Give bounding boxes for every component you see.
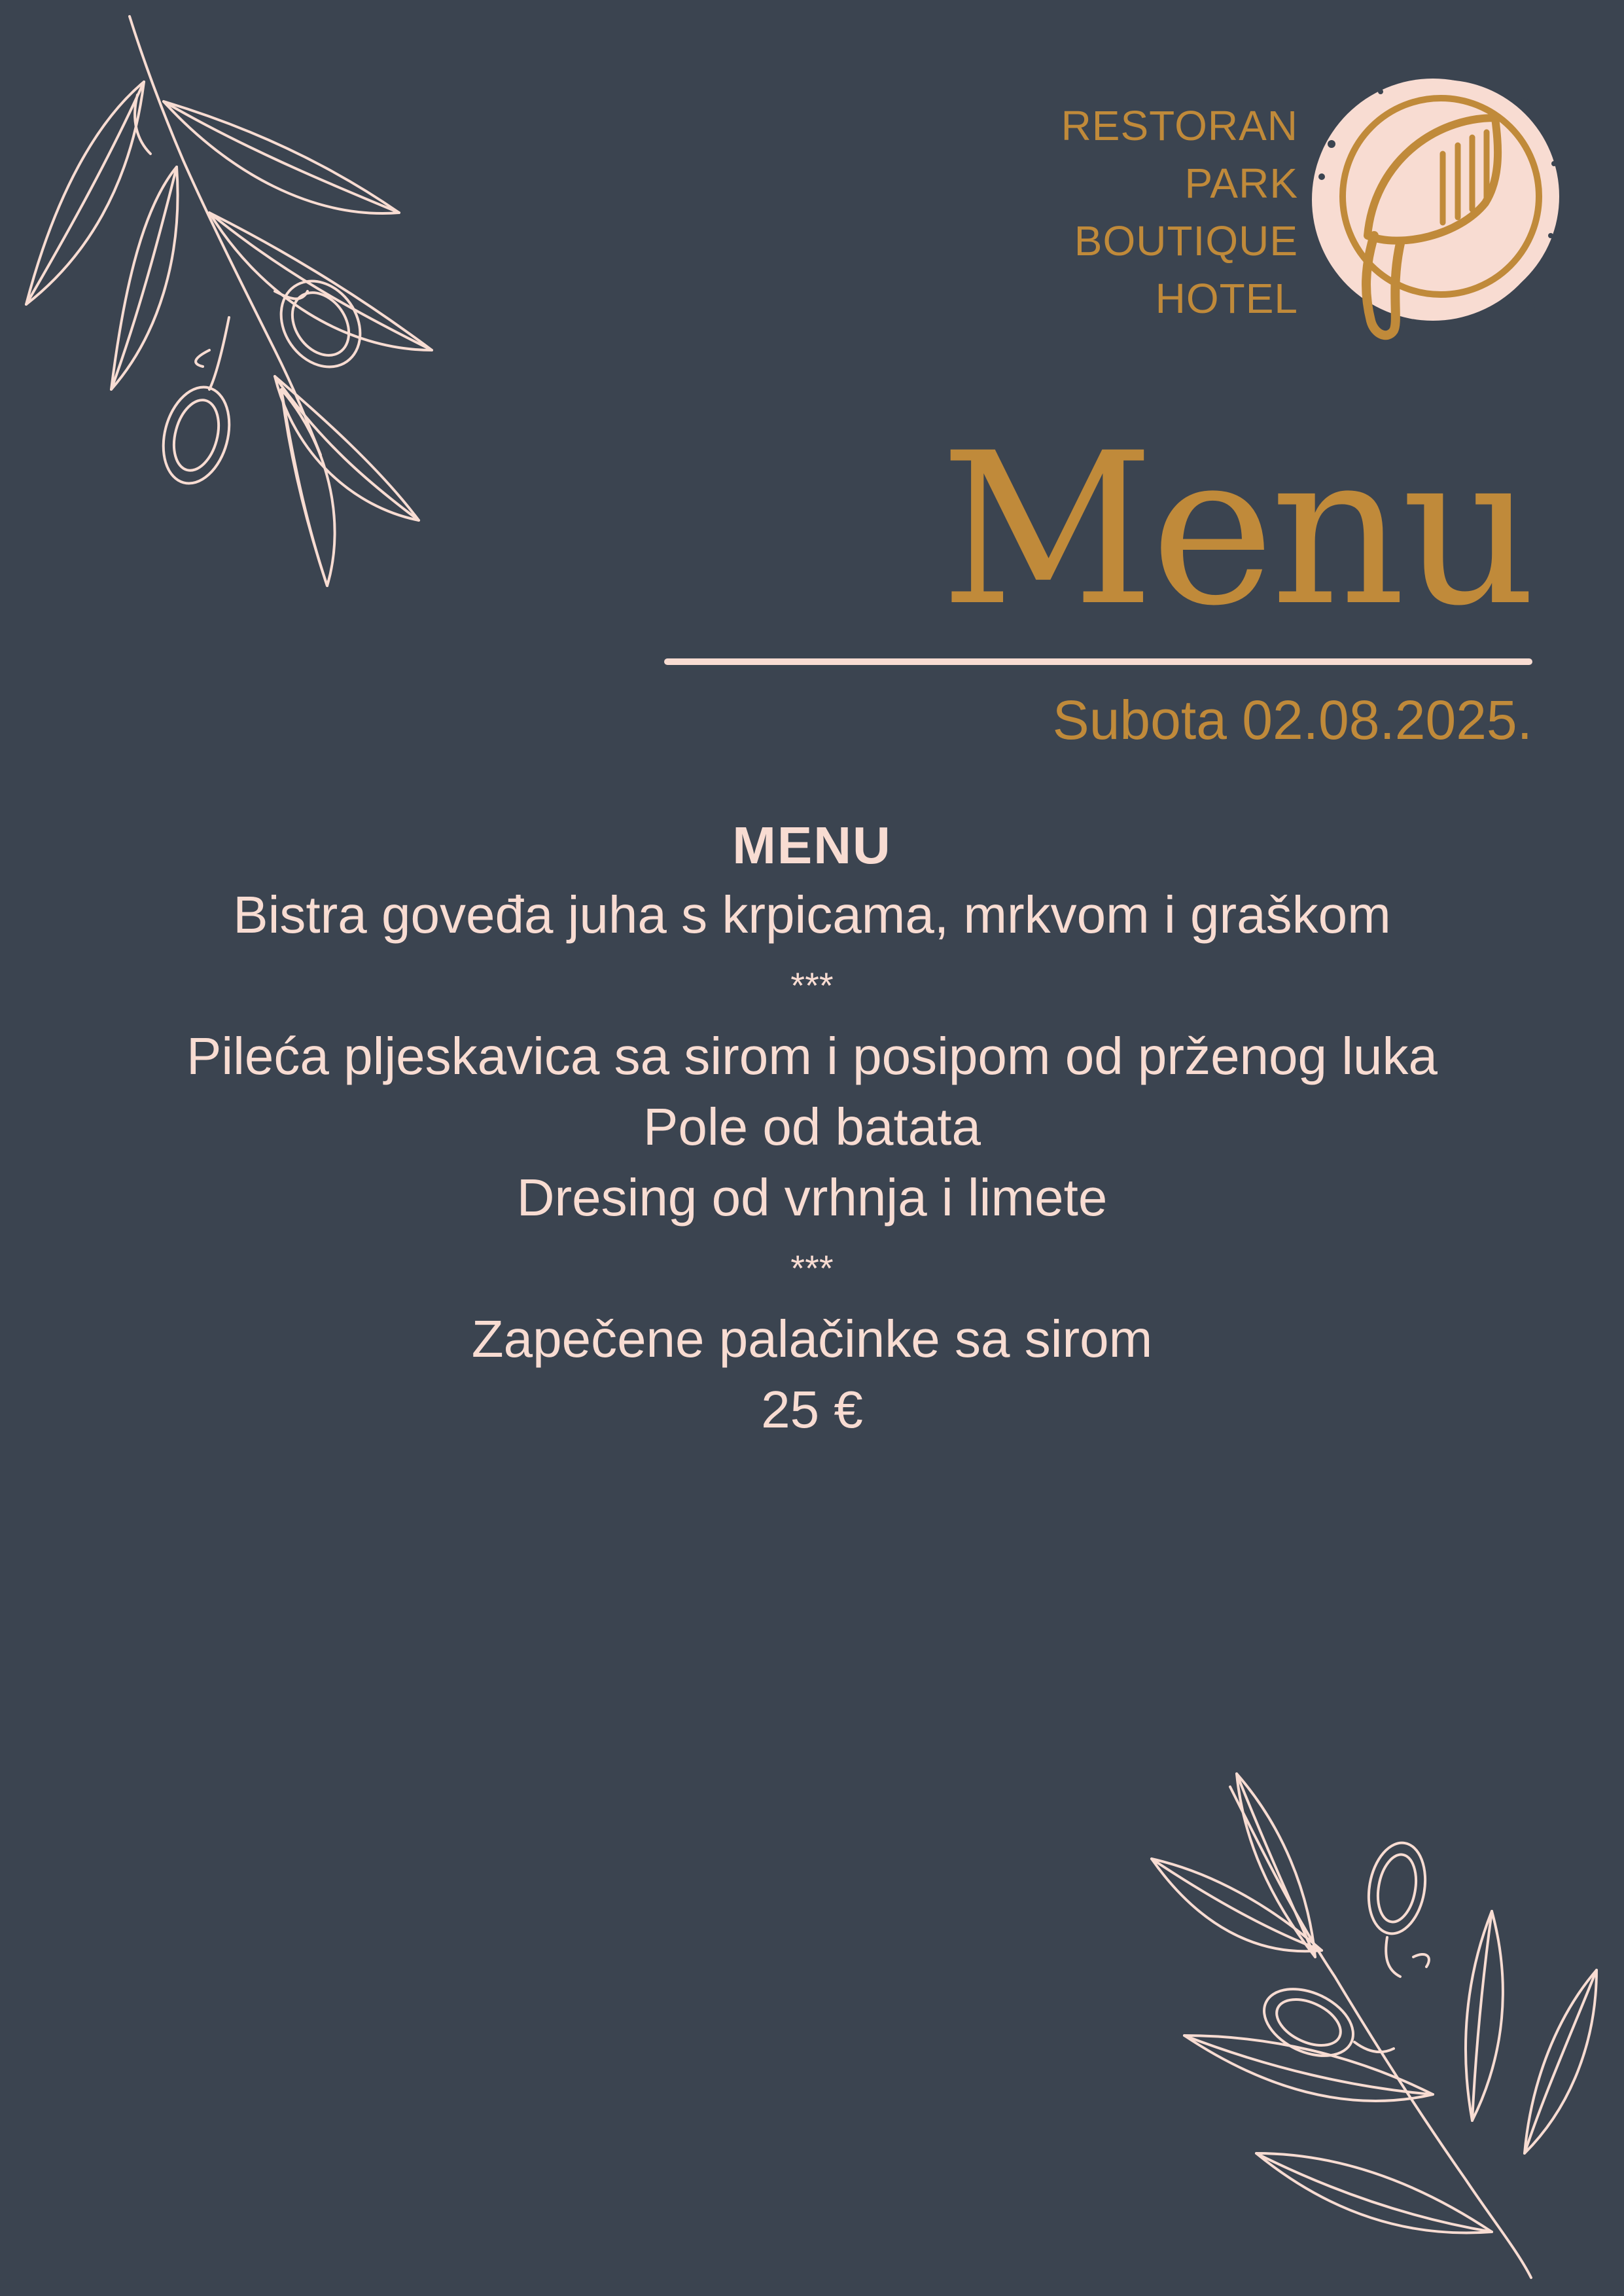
olive-branch-bottom-icon (1139, 1761, 1610, 2291)
menu-heading: MENU (732, 816, 892, 874)
menu-item: Bistra goveđa juha s krpicama, mrkvom i graškom (233, 886, 1391, 944)
menu-item: Dresing od vrhnja i limete (516, 1168, 1108, 1227)
menu-item: Zapečene palačinke sa sirom (471, 1310, 1153, 1368)
menu-date: Subota 02.08.2025. (1052, 689, 1532, 751)
menu-title: Menu (940, 408, 1532, 652)
title-divider (664, 658, 1532, 665)
menu-item: Pole od batata (643, 1098, 981, 1156)
brand-line: PARK (1184, 160, 1298, 207)
brand-line: HOTEL (1155, 275, 1298, 322)
olive-branch-top-icon (13, 10, 445, 599)
menu-content (0, 812, 1624, 1445)
leaf-spoon-logo-icon (1302, 72, 1564, 353)
brand-line: BOUTIQUE (1074, 217, 1298, 264)
brand-line: RESTORAN (1061, 102, 1298, 149)
menu-item: Pileća pljeskavica sa sirom i posipom od prženog luka (186, 1027, 1438, 1085)
restaurant-brand (1061, 97, 1298, 327)
course-separator: *** (790, 965, 834, 1006)
menu-price: 25 € (761, 1380, 863, 1439)
course-separator: *** (790, 1247, 834, 1289)
